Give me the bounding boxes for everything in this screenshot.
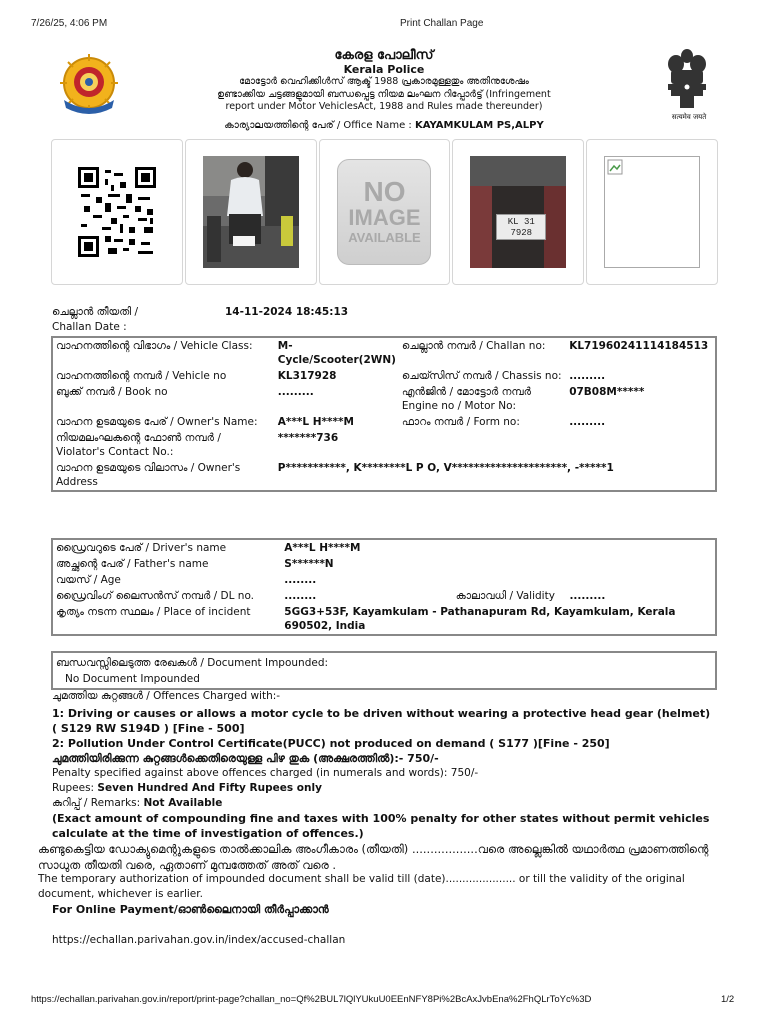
plate-line-1: KL 31	[507, 217, 535, 227]
office-name-label: കാര്യാലയത്തിന്റെ പേര് / Office Name :	[224, 120, 412, 131]
table-row	[52, 460, 716, 491]
offence-item-2: 2: Pollution Under Control Certificate(PUCC) not produced on demand ( S177 )[Fine - 250]	[52, 737, 610, 750]
owner-name-label: വാഹന ഉടമയുടെ പേര് / Owner's Name:	[56, 416, 258, 428]
book-no-value: .........	[277, 386, 314, 398]
number-plate	[496, 214, 546, 240]
challan-date-label-ml: ചെല്ലാൻ തീയതി /	[52, 306, 139, 318]
payment-link[interactable]: https://echallan.parivahan.gov.in/index/accused-challan	[52, 934, 346, 946]
offences-section	[52, 689, 718, 841]
challan-date-value: 14-11-2024 18:45:13	[225, 306, 349, 318]
kerala-police-logo	[56, 52, 122, 118]
driver-name-label: ഡ്രൈവറുടെ പേര് / Driver's name	[56, 542, 227, 554]
header-subtitle-3: report under Motor VehiclesAct, 1988 and Rules made thereunder)	[225, 101, 543, 112]
vehicle-no-value: KL317928	[277, 370, 337, 382]
owner-address-label: വാഹന ഉടമയുടെ വിലാസം / Owner's Address	[56, 462, 241, 488]
place-label: കൃത്യം നടന്ന സ്ഥലം / Place of incident	[56, 606, 251, 618]
print-title: Print Challan Page	[400, 18, 484, 29]
rupees-label: Rupees:	[52, 782, 95, 794]
online-payment-heading: For Online Payment/ഓൺലൈനായി തീർപ്പാക്കാൻ	[52, 903, 329, 916]
vehicle-class-label: വാഹനത്തിന്റെ വിഭാഗം / Vehicle Class:	[56, 340, 253, 352]
photo-rider[interactable]	[185, 139, 317, 285]
office-name-value: KAYAMKULAM PS,ALPY	[414, 120, 544, 131]
compounding-note: (Exact amount of compounding fine and taxes with 100% penalty for other states without permit vehicles calculate at the time of investigation of offences.)	[52, 812, 710, 840]
qr-code-icon	[78, 167, 156, 257]
emblem-caption: सत्यमेव जयते	[671, 113, 707, 121]
offence-item-1: 1: Driving or causes or allows a motor cycle to be driven without wearing a protective head gear (helmet) ( S129 RW S194D ) [Fine - 500]	[52, 707, 711, 735]
engine-no-label: എൻജിൻ / മോട്ടോർ നമ്പർ Engine no / Motor No:	[401, 386, 531, 412]
office-name	[184, 120, 584, 131]
form-no-label: ഫാറം നമ്പർ / Form no:	[401, 416, 520, 428]
book-no-label: ബുക്ക് നമ്പർ / Book no	[56, 386, 168, 398]
validity-label: കാലാവധി / Validity	[455, 590, 555, 602]
table-row	[52, 588, 716, 604]
plate-line-2: 7928	[510, 228, 533, 238]
rupees-line	[52, 781, 718, 796]
temp-authorization-en: The temporary authorization of impounded document shall be valid till (date)..................... or till the validity of the original document, whichever is earlier.	[38, 873, 685, 900]
qr-code-tile	[51, 139, 183, 285]
contact-no-label: നിയമലംഘകന്റെ ഫോൺ നമ്പർ / Violator's Contact No.:	[56, 432, 221, 458]
remarks-line	[52, 796, 718, 811]
table-row	[52, 572, 716, 588]
header-subtitle-2: ഉണ്ടാക്കിയ ചട്ടങ്ങളുമായി ബന്ധപ്പെട്ട നിയമ ലംഘന റിപ്പോർട്ട് (Infringement	[217, 89, 551, 100]
impound-label: ബന്ധവസ്സിലെടുത്ത രേഖകൾ / Document Impounded:	[56, 657, 329, 669]
challan-no-label: ചെല്ലാൻ നമ്പർ / Challan no:	[401, 340, 546, 352]
no-image-line-1: NO	[363, 176, 406, 207]
penalty-ml: ചുമത്തിയിരിക്കുന്ന കുറ്റങ്ങൾക്കെതിരെയുള്ള പിഴ തുക (അക്ഷരത്തിൽ):- 750/-	[52, 752, 439, 765]
form-no-value: .........	[569, 416, 606, 428]
footer-page: 1/2	[721, 994, 735, 1005]
vehicle-details-table	[51, 336, 717, 492]
footer-url: https://echallan.parivahan.gov.in/report/print-page?challan_no=Qf%2BUL7lQlYUkuU0EEnNFY8Pi%2BcAxJvbEna%2FhQLrToYc%3D	[31, 994, 592, 1005]
chassis-no-label: ചെയ്സിസ് നമ്പർ / Chassis no:	[401, 370, 562, 382]
owner-address-value: P***********, K********L P O, V*********************, -*****1	[277, 462, 614, 474]
father-name-value: S******N	[284, 558, 334, 570]
contact-no-value: *******736	[277, 432, 339, 444]
table-row	[52, 652, 716, 671]
table-row	[52, 368, 716, 384]
no-image-line-3: AVAILABLE	[348, 230, 421, 245]
rider-photo-image	[203, 156, 299, 268]
age-label: വയസ് / Age	[56, 574, 121, 586]
impound-value: No Document Impounded	[65, 673, 200, 685]
table-row	[52, 430, 716, 460]
header-title-ml: കേരള പോലീസ്	[334, 48, 434, 63]
broken-image-icon	[604, 156, 700, 268]
validity-value: .........	[569, 590, 606, 602]
chassis-no-value: .........	[569, 370, 606, 382]
driver-details-table	[51, 538, 717, 636]
temp-authorization-ml: കണ്ടുകെട്ടിയ ഡോക്യുമെന്റുകളുടെ താൽക്കാലിക അംഗീകാരം (തീയതി) ..................വരെ അല്ലെങ്കിൽ യഥാർത്ഥ പ്രമാണത്തിന്റെ സാധുത തീയതി വരെ, ഏതാണ് മുമ്പത്തേത് അത് വരെ .	[38, 842, 709, 872]
owner-name-value: A***L H****M	[277, 416, 354, 428]
impound-table	[51, 651, 717, 690]
dl-no-label: ഡ്രൈവിംഗ് ലൈസൻസ് നമ്പർ / DL no.	[56, 590, 255, 602]
father-name-label: അച്ഛന്റെ പേര് / Father's name	[56, 558, 209, 570]
no-image-tile	[319, 139, 451, 285]
remarks-value: Not Available	[143, 797, 223, 809]
evidence-photos	[51, 139, 718, 285]
no-image-line-2: IMAGE	[348, 205, 421, 230]
plate-photo-image	[470, 156, 566, 268]
offences-heading: ചുമത്തിയ കുറ്റങ്ങൾ / Offences Charged with:-	[52, 690, 281, 702]
table-row	[52, 671, 716, 689]
print-datetime: 7/26/25, 4:06 PM	[31, 18, 108, 29]
table-row	[52, 604, 716, 635]
table-row	[52, 539, 716, 556]
challan-date-label-en: Challan Date :	[52, 321, 127, 333]
penalty-en: Penalty specified against above offences charged (in numerals and words): 750/-	[52, 767, 479, 779]
age-value: ........	[284, 574, 317, 586]
national-emblem	[662, 46, 712, 112]
table-row	[52, 556, 716, 572]
header-subtitle-1: മോട്ടോർ വെഹിക്കിൾസ് ആക്ട് 1988 പ്രകാരമുള്ളതും അതിനുശേഷം	[239, 76, 529, 87]
header-title-en: Kerala Police	[343, 63, 425, 76]
engine-no-value: 07B08M*****	[569, 386, 645, 398]
vehicle-no-label: വാഹനത്തിന്റെ നമ്പർ / Vehicle no	[56, 370, 227, 382]
place-value: 5GG3+53F, Kayamkulam - Pathanapuram Rd, Kayamkulam, Kerala 690502, India	[284, 606, 676, 632]
remarks-label: കുറിപ്പ് / Remarks:	[52, 797, 141, 809]
no-image-placeholder	[337, 159, 431, 265]
photo-number-plate[interactable]	[452, 139, 584, 285]
vehicle-class-value: M-Cycle/Scooter(2WN)	[277, 340, 396, 366]
driver-name-value: A***L H****M	[284, 542, 361, 554]
challan-no-value: KL71960241114184513	[569, 340, 709, 352]
rupees-value: Seven Hundred And Fifty Rupees only	[97, 782, 322, 794]
dl-no-value: ........	[284, 590, 317, 602]
table-row	[52, 384, 716, 414]
table-row	[52, 414, 716, 430]
broken-image-tile	[586, 139, 718, 285]
table-row	[52, 337, 716, 368]
